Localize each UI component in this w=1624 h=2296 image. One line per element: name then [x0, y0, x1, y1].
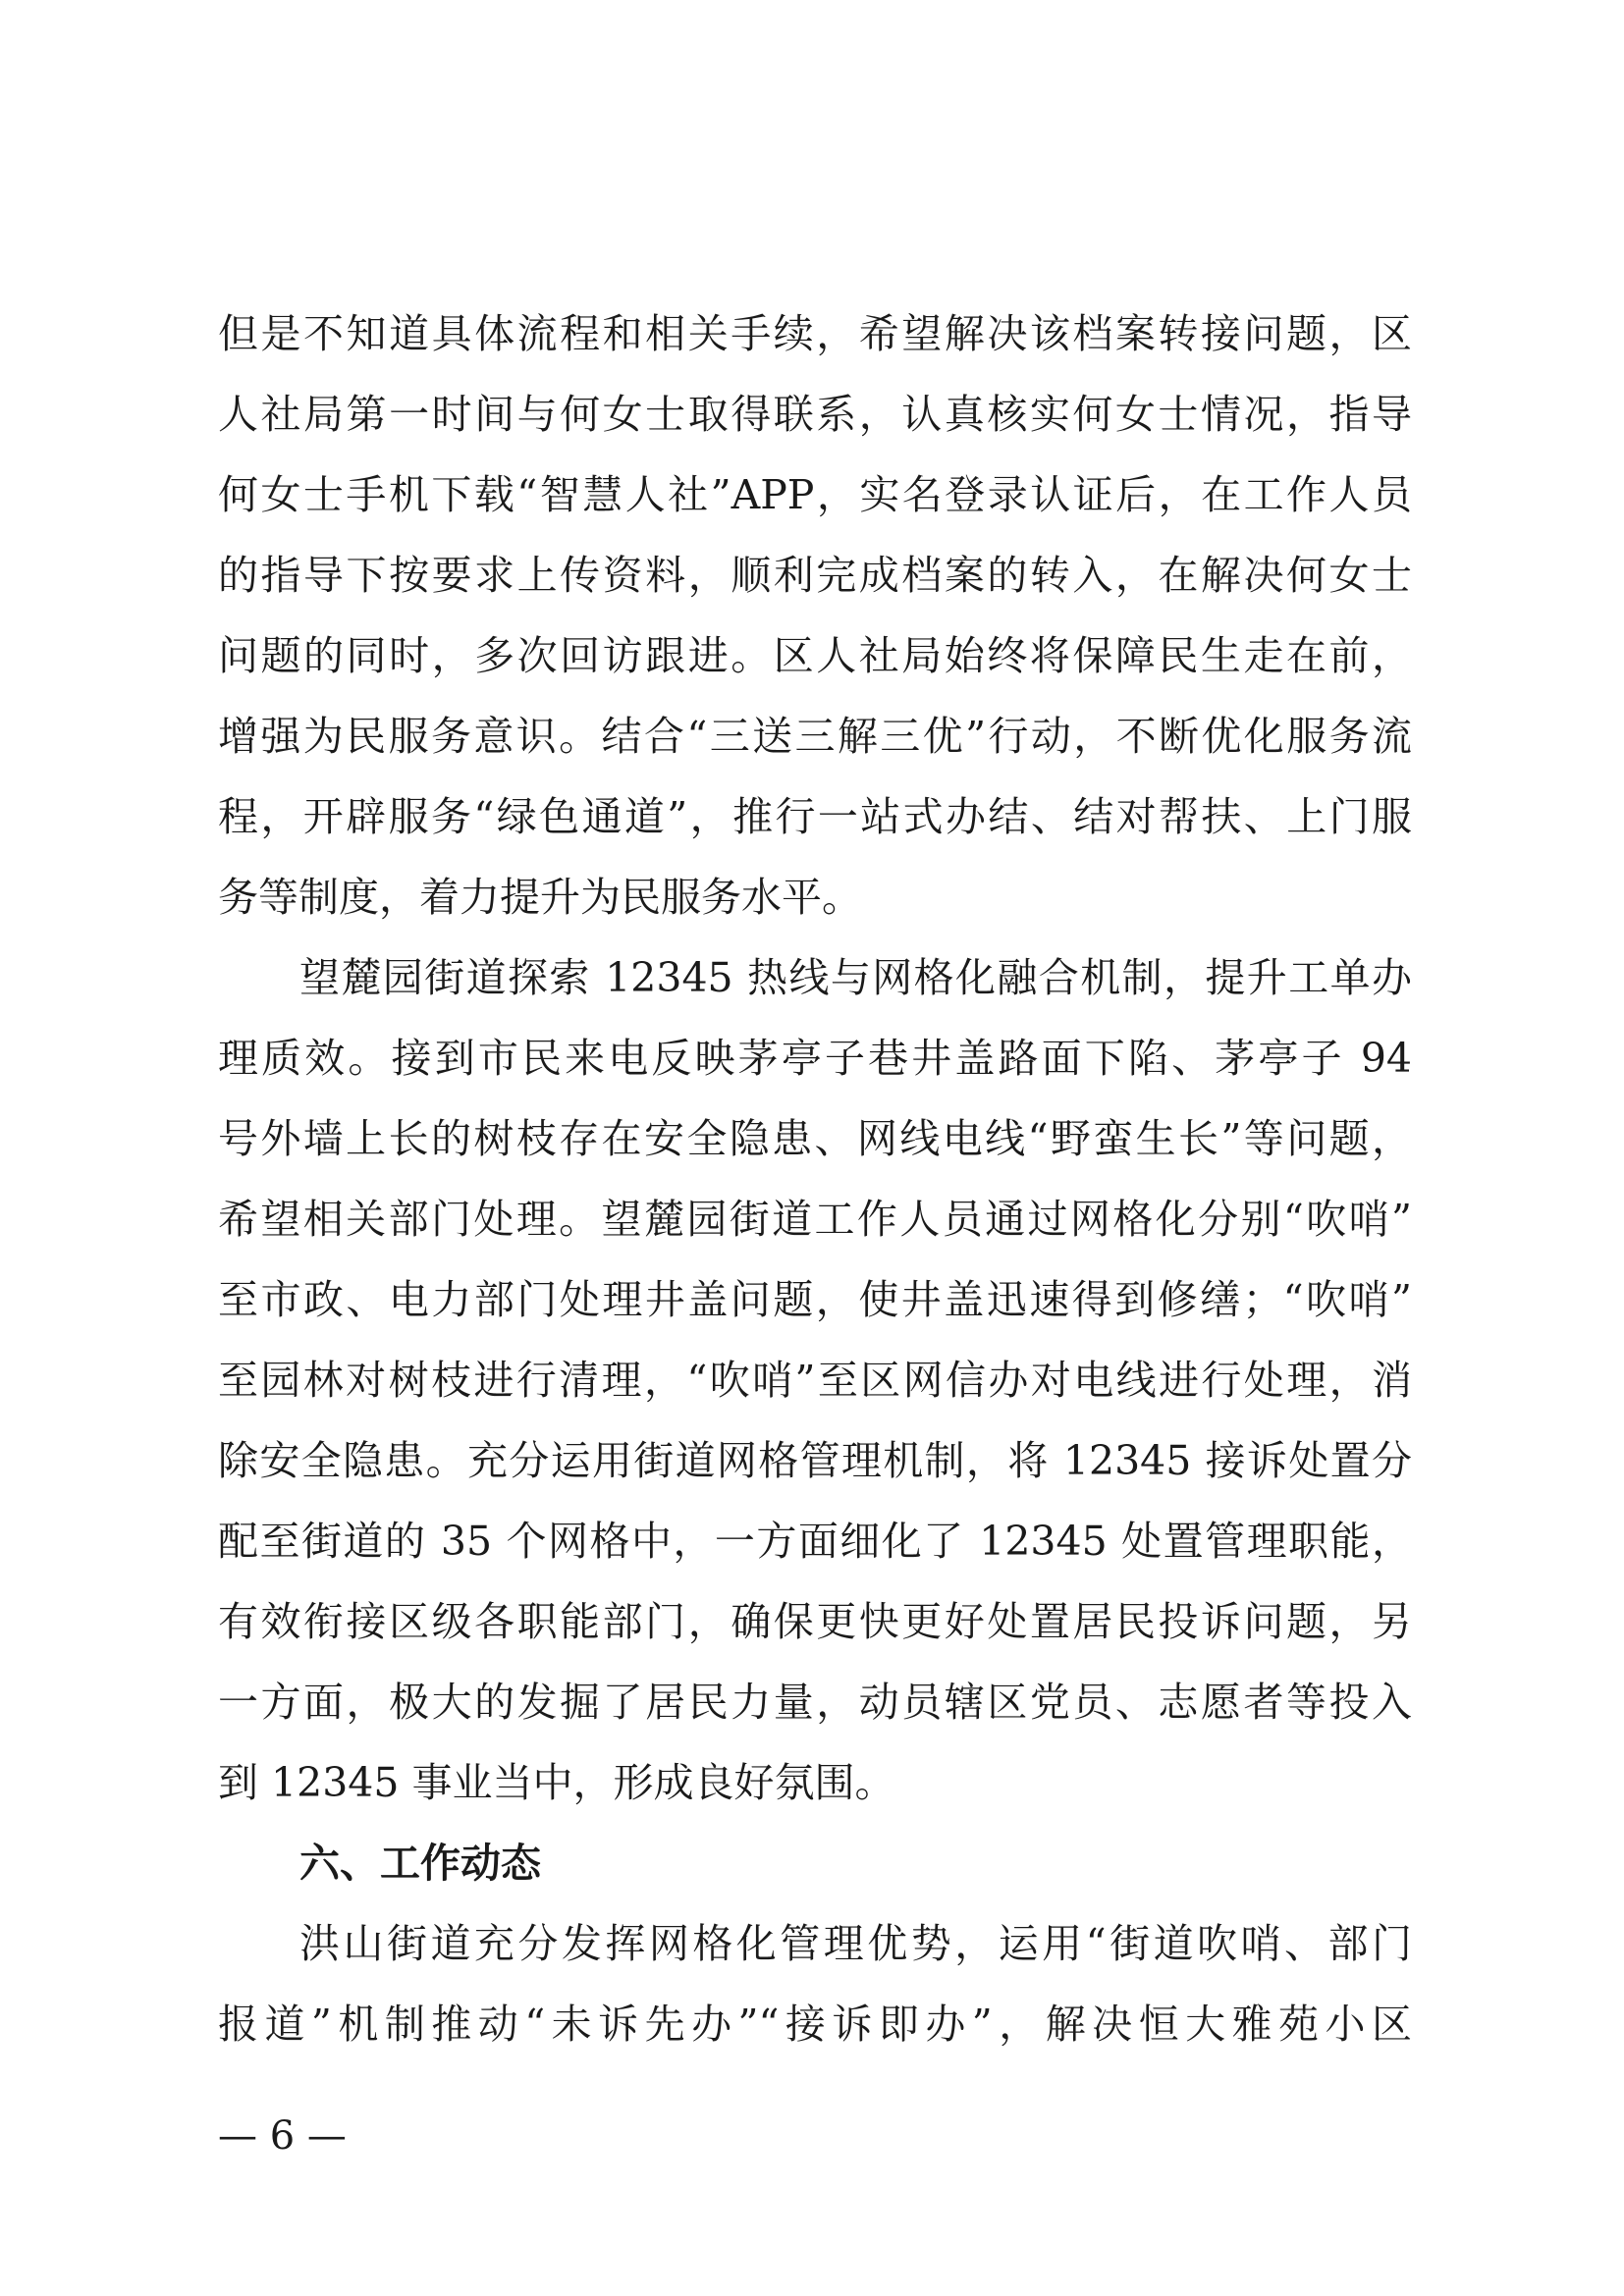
paragraph-2-line-4: 希望相关部门处理。望麓园街道工作人员通过网格化分别“吹哨” [218, 1196, 1412, 1243]
paragraph-2-line-7: 除安全隐患。充分运用街道网格管理机制，将 12345 接诉处置分 [218, 1437, 1412, 1484]
paragraph-1-line-6: 增强为民服务意识。结合“三送三解三优”行动，不断优化服务流 [218, 713, 1412, 760]
paragraph-1-line-3: 何女士手机下载“智慧人社”APP，实名登录认证后，在工作人员 [218, 471, 1412, 518]
paragraph-3-line-1: 洪山街道充分发挥网格化管理优势，运用“街道吹哨、部门 [299, 1920, 1412, 1967]
paragraph-2-line-3: 号外墙上长的树枝存在安全隐患、网线电线“野蛮生长”等问题， [218, 1115, 1412, 1162]
paragraph-2-line-11: 到 12345 事业当中，形成良好氛围。 [218, 1759, 895, 1806]
paragraph-2-line-9: 有效衔接区级各职能部门，确保更快更好处置居民投诉问题，另 [218, 1598, 1412, 1645]
page-number: — 6 — [218, 2113, 347, 2159]
paragraph-1-line-2: 人社局第一时间与何女士取得联系，认真核实何女士情况，指导 [218, 391, 1412, 438]
paragraph-2-line-2: 理质效。接到市民来电反映茅亭子巷井盖路面下陷、茅亭子 94 [218, 1035, 1412, 1082]
paragraph-1-line-1: 但是不知道具体流程和相关手续，希望解决该档案转接问题，区 [218, 310, 1412, 357]
paragraph-1-line-7: 程，开辟服务“绿色通道”，推行一站式办结、结对帮扶、上门服 [218, 793, 1412, 840]
paragraph-2-line-5: 至市政、电力部门处理井盖问题，使井盖迅速得到修缮；“吹哨” [218, 1276, 1412, 1323]
paragraph-1-line-8: 务等制度，着力提升为民服务水平。 [218, 874, 862, 921]
paragraph-1-line-4: 的指导下按要求上传资料，顺利完成档案的转入，在解决何女士 [218, 552, 1412, 599]
paragraph-3-line-2: 报道”机制推动“未诉先办”“接诉即办”，解决恒大雅苑小区 [218, 2001, 1412, 2048]
paragraph-2-line-1: 望麓园街道探索 12345 热线与网格化融合机制，提升工单办 [299, 954, 1412, 1001]
paragraph-2-line-10: 一方面，极大的发掘了居民力量，动员辖区党员、志愿者等投入 [218, 1679, 1412, 1726]
paragraph-2-line-6: 至园林对树枝进行清理，“吹哨”至区网信办对电线进行处理，消 [218, 1357, 1412, 1404]
paragraph-1-line-5: 问题的同时，多次回访跟进。区人社局始终将保障民生走在前， [218, 632, 1412, 679]
section-heading: 六、工作动态 [299, 1840, 541, 1887]
paragraph-2-line-8: 配至街道的 35 个网格中，一方面细化了 12345 处置管理职能， [218, 1518, 1412, 1565]
